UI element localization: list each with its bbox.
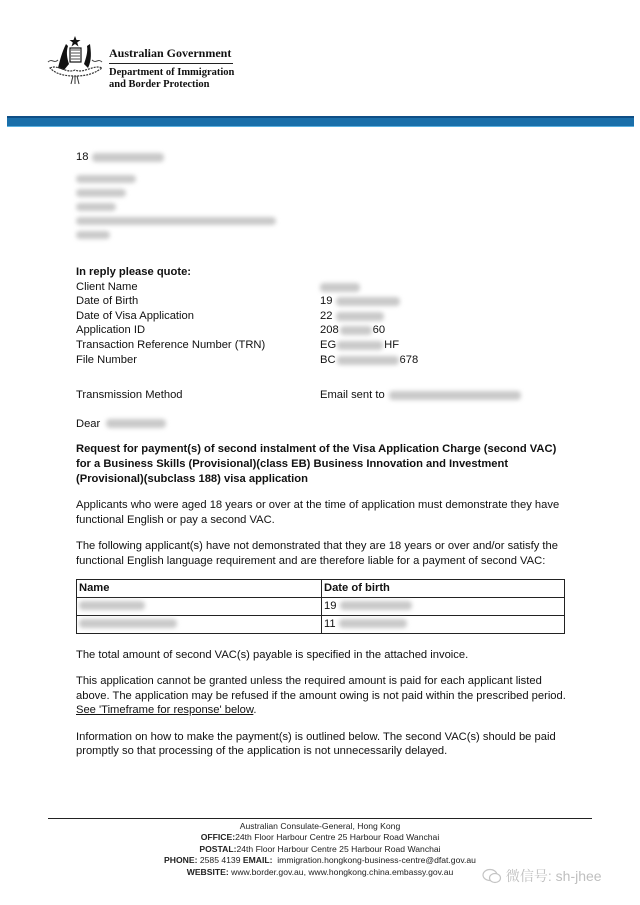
timeframe-link[interactable]: See 'Timeframe for response' below bbox=[76, 704, 254, 717]
coat-of-arms-icon bbox=[44, 34, 106, 86]
redacted-dob bbox=[340, 601, 412, 610]
website-label: WEBSITE: bbox=[186, 866, 229, 877]
column-header-name: Name bbox=[77, 579, 322, 597]
redacted-address-line bbox=[76, 217, 276, 225]
paragraph-1: Applicants who were aged 18 years or over at the time of application must demonstrate they have functional English or pay a second VAC. bbox=[76, 499, 560, 526]
watermark-text: 微信号: sh-jhee bbox=[505, 868, 602, 884]
field-value: 208 bbox=[320, 324, 339, 337]
redacted-value bbox=[336, 297, 400, 306]
postal-value: 24th Floor Harbour Centre 25 Harbour Road Wanchai bbox=[236, 843, 441, 854]
salutation-text: Dear bbox=[76, 417, 101, 430]
salutation bbox=[76, 417, 566, 432]
redacted-address-line bbox=[76, 175, 136, 183]
office-label: OFFICE: bbox=[200, 832, 236, 843]
phone-value: 2585 4139 bbox=[199, 855, 241, 866]
field-label: Client Name bbox=[76, 280, 138, 293]
recipient-address bbox=[76, 175, 566, 239]
column-header-dob: Date of birth bbox=[322, 579, 565, 597]
field-value: EG bbox=[320, 338, 337, 351]
field-value-suffix: HF bbox=[384, 338, 400, 351]
date-day: 18 bbox=[76, 151, 89, 163]
redacted-dob bbox=[339, 619, 407, 628]
field-label: Date of Birth bbox=[76, 295, 139, 308]
cell-dob bbox=[322, 597, 565, 615]
agency-name bbox=[109, 46, 234, 91]
letter-subject: Request for payment(s) of second instalment of the Visa Application Charge (second VAC) for a Business Skills (Provisional)(class EB) Business Innovation and Investment (Provisional)(subclass 188) visa application bbox=[76, 443, 557, 485]
cell-dob bbox=[322, 615, 565, 633]
redacted-value bbox=[320, 283, 360, 292]
redacted-email bbox=[389, 391, 521, 400]
second-vac-applicants-table bbox=[76, 579, 565, 634]
redacted-value bbox=[336, 312, 384, 321]
paragraph-4: This application cannot be granted unless the required amount is paid for each applicant listed above. The application may be refused if the amount owing is not paid within the prescribed period. See 'Timeframe for response' below. bbox=[76, 675, 566, 717]
field-label: Date of Visa Application bbox=[76, 309, 194, 322]
field-application-id bbox=[76, 323, 566, 338]
wechat-icon bbox=[482, 868, 502, 884]
letter-body bbox=[76, 150, 566, 758]
redacted-date bbox=[92, 153, 164, 162]
table-row bbox=[77, 597, 565, 615]
footer-office bbox=[48, 832, 592, 843]
field-client-name bbox=[76, 280, 566, 295]
field-value-suffix: 60 bbox=[372, 324, 386, 337]
reference-block bbox=[76, 265, 566, 759]
footer-consulate: Australian Consulate-General, Hong Kong bbox=[239, 821, 401, 831]
field-label: Transmission Method bbox=[76, 389, 183, 402]
email-value: immigration.hongkong-business-centre@dfat.gov.au bbox=[277, 855, 476, 866]
department-line-2: and Border Protection bbox=[109, 79, 210, 90]
dob-value: 11 bbox=[324, 617, 336, 630]
redacted-address-line bbox=[76, 203, 116, 211]
redacted-value bbox=[337, 356, 399, 365]
field-transmission-method bbox=[76, 388, 566, 403]
redacted-value bbox=[340, 326, 372, 335]
paragraph-5: Information on how to make the payment(s) is outlined below. The second VAC(s) should be paid promptly so that processing of the application is not unnecessarily delayed. bbox=[76, 730, 556, 758]
government-title: Australian Government bbox=[109, 46, 233, 64]
letter-date bbox=[76, 150, 566, 165]
field-date-of-visa-application bbox=[76, 309, 566, 324]
postal-label: POSTAL: bbox=[199, 843, 237, 854]
email-label: EMAIL: bbox=[242, 855, 273, 866]
cell-name bbox=[77, 597, 322, 615]
footer-postal bbox=[48, 844, 592, 855]
redacted-address-line bbox=[76, 231, 110, 239]
redacted-value bbox=[337, 341, 383, 350]
field-value: 19 bbox=[320, 295, 333, 308]
office-value: 24th Floor Harbour Centre 25 Harbour Road Wanchai bbox=[235, 832, 440, 843]
table-header-row bbox=[77, 579, 565, 597]
header-band bbox=[7, 116, 634, 127]
website-value: www.border.gov.au, www.hongkong.china.embassy.gov.au bbox=[231, 866, 454, 877]
field-value: Email sent to bbox=[320, 389, 385, 402]
phone-label: PHONE: bbox=[164, 855, 198, 866]
paragraph-3: The total amount of second VAC(s) payable is specified in the attached invoice. bbox=[76, 648, 469, 661]
dob-value: 19 bbox=[324, 599, 337, 612]
redacted-name bbox=[106, 419, 166, 428]
paragraph-2: The following applicant(s) have not demonstrated that they are 18 years or over and/or satisfy the functional English language requirement and are therefore liable for a payment of second VAC: bbox=[76, 540, 558, 567]
field-value: 22 bbox=[320, 309, 333, 322]
cell-name bbox=[77, 615, 322, 633]
paragraph-4-text: This application cannot be granted unless the required amount is paid for each applicant listed above. The application may be refused if the amount owing is not paid within the prescribed period. bbox=[76, 675, 566, 702]
redacted-address-line bbox=[76, 189, 126, 197]
field-value-suffix: 678 bbox=[399, 353, 419, 366]
field-label: Application ID bbox=[76, 324, 146, 337]
field-value: BC bbox=[320, 353, 336, 366]
redacted-name bbox=[79, 619, 177, 628]
field-date-of-birth bbox=[76, 294, 566, 309]
wechat-watermark bbox=[482, 866, 602, 886]
field-label: Transaction Reference Number (TRN) bbox=[76, 338, 266, 351]
quote-heading: In reply please quote: bbox=[76, 266, 192, 278]
field-label: File Number bbox=[76, 353, 137, 366]
field-file-number bbox=[76, 353, 566, 368]
footer-contact bbox=[48, 855, 592, 866]
table-row bbox=[77, 615, 565, 633]
department-line-1: Department of Immigration bbox=[109, 67, 235, 78]
field-trn bbox=[76, 338, 566, 353]
redacted-name bbox=[79, 601, 145, 610]
